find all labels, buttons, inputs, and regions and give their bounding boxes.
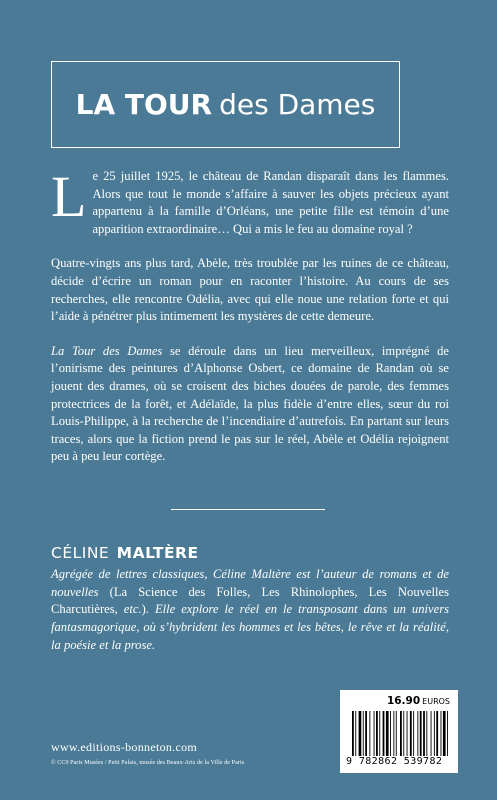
- price-label: [387, 695, 450, 707]
- cover-title-box: [51, 61, 400, 148]
- blurb-paragraph-2: Quatre-vingts ans plus tard, Abèle, très troublée par les ruines de ce château, décide d’écrire un roman pour en raconter l’histoire. Au cours de ses recherches, elle rencontre Odélia, avec qui elle noue une relation forte et qui l’aide à pénétrer plus intimement les mystères de cette demeure.: [51, 256, 449, 324]
- title-bold: LA TOUR: [75, 88, 213, 121]
- author-name: [51, 544, 199, 562]
- price-currency: EUROS: [422, 697, 450, 706]
- section-divider: [171, 509, 325, 510]
- price-amount: 16.90: [386, 695, 421, 707]
- bio-part-e: Elle explore le réel en le transposant dans un univers fantasmagorique, où s’hybrident les hommes et les bêtes, le rêve et la réalité, la poésie et la prose.: [51, 602, 450, 652]
- author-last-name: MALTÈRE: [116, 544, 199, 562]
- bio-part-a: Agrégée de lettres classiques, Céline Maltère est l’auteur de romans et de nouvelles: [51, 567, 449, 599]
- isbn-number: 9 782862 539782: [346, 756, 443, 767]
- book-title-italic: La Tour des Dames: [51, 343, 163, 358]
- blurb-p1-text: e 25 juillet 1925, le château de Randan disparaît dans les flammes. Alors que tout le monde s’affaire à sauver les objets précieux ayant appartenu à la famille d’Orléans, une petite fille est témoin d’une apparition extraordinaire… Qui a mis le feu au domaine royal ?: [92, 169, 449, 236]
- drop-cap: L: [51, 164, 87, 229]
- bio-part-b: (La Science des Folles, Les Rhinolophes, Les Nouvelles Charcutières,: [51, 584, 449, 617]
- author-first-name: CÉLINE: [51, 544, 110, 562]
- back-cover-blurb: [51, 164, 449, 483]
- bio-part-d: ).: [141, 602, 155, 617]
- blurb-paragraph-3: [51, 343, 449, 466]
- author-bio: [51, 566, 449, 655]
- publisher-website: www.editions-bonneton.com: [51, 740, 198, 754]
- blurb-paragraph-1: [51, 164, 449, 238]
- barcode-icon: [352, 711, 452, 756]
- image-credit: © CC0 Paris Musées / Petit Palais, musée des Beaux-Arts de la Ville de Paris: [51, 760, 245, 766]
- blurb-p3-text: se déroule dans un lieu merveilleux, imprégné de l’onirisme des peintures d’Alphonse Osbert, ce domaine de Randan où se jouent des drames, où se croisent des biches douées de parole, des femmes protectrices de la forêt, et Adélaïde, la plus fidèle d’entre elles, sœur du roi Louis-Philippe, à la recherche de l’incendiaire d’autrefois. En partant sur leurs traces, alors que la fiction prend le pas sur le réel, Abèle et Odélia rejoignent peu à peu leur cortège.: [51, 343, 449, 464]
- title-light: des Dames: [219, 88, 376, 121]
- barcode-box: [340, 690, 458, 773]
- bio-part-c: etc.: [123, 602, 142, 617]
